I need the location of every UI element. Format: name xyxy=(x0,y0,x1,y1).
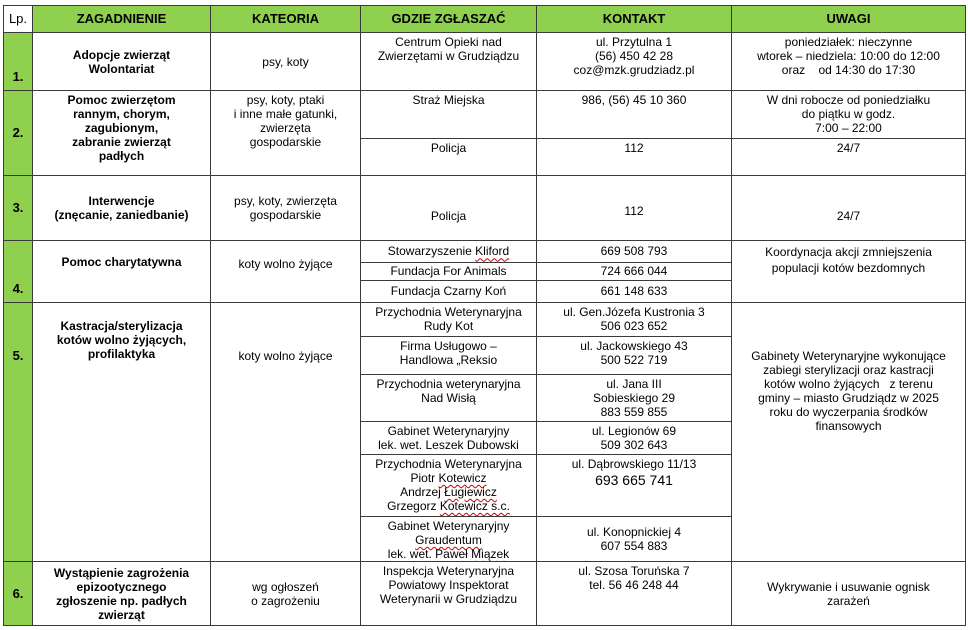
row-number: 6. xyxy=(4,562,33,626)
header-where: GDZIE ZGŁASZAĆ xyxy=(361,6,537,33)
header-row xyxy=(4,6,966,33)
notes-cell: 24/7 xyxy=(732,138,966,175)
where-cell: Przychodnia weterynaryjna Nad Wisłą xyxy=(361,375,537,421)
where-cell: Policja xyxy=(361,175,537,240)
notes-cell: W dni robocze od poniedziałku do piątku w godz. 7:00 – 22:00 xyxy=(732,91,966,138)
header-notes: UWAGI xyxy=(732,6,966,33)
category-cell: koty wolno żyjące xyxy=(211,302,361,562)
where-cell: Policja xyxy=(361,138,537,175)
notes-cell: Wykrywanie i usuwanie ognisk zarażeń xyxy=(732,562,966,626)
notes-cell: Koordynacja akcji zmniejszenia populacji kotów bezdomnych xyxy=(732,241,966,302)
category-cell: psy, koty xyxy=(211,33,361,91)
header-category: KATEORIA xyxy=(211,6,361,33)
where-cell: Centrum Opieki nad Zwierzętami w Grudziądzu xyxy=(361,33,537,91)
header-lp: Lp. xyxy=(4,6,33,33)
table-row xyxy=(4,91,966,138)
contact-cell: 112 xyxy=(537,138,732,175)
category-cell: koty wolno żyjące xyxy=(211,241,361,302)
where-cell: Fundacja Czarny Koń xyxy=(361,280,537,302)
where-cell: Przychodnia Weterynaryjna Rudy Kot xyxy=(361,302,537,336)
table-row xyxy=(4,175,966,240)
where-cell: Firma Usługowo – Handlowa „Reksio xyxy=(361,337,537,375)
notes-cell: 24/7 xyxy=(732,175,966,240)
topic-cell: Interwencje (znęcanie, zaniedbanie) xyxy=(33,175,211,240)
notes-cell: poniedziałek: nieczynne wtorek – niedziela: 10:00 do 12:00 oraz od 14:30 do 17:30 xyxy=(732,33,966,91)
table-row xyxy=(4,33,966,91)
table-row xyxy=(4,302,966,336)
topic-cell: Kastracja/sterylizacja kotów wolno żyjących, profilaktyka xyxy=(33,302,211,562)
contact-cell: 661 148 633 xyxy=(537,280,732,302)
contact-cell: ul. Przytulna 1 (56) 450 42 28 coz@mzk.grudziadz.pl xyxy=(537,33,732,91)
contact-cell: 724 666 044 xyxy=(537,262,732,280)
contact-cell: ul. Legionów 69 509 302 643 xyxy=(537,421,732,454)
info-table xyxy=(3,5,966,626)
contact-cell: ul. Jackowskiego 43 500 522 719 xyxy=(537,337,732,375)
topic-cell: Pomoc zwierzętom rannym, chorym, zagubionym, zabranie zwierząt padłych xyxy=(33,91,211,176)
where-cell: Gabinet Weterynaryjny Graudentum lek. wet. Paweł Miązek xyxy=(361,517,537,562)
notes-cell: Gabinety Weterynaryjne wykonujące zabiegi sterylizacji oraz kastracji kotów wolno żyjących z terenu gminy – miasto Grudziądz w 2025 roku do wyczerpania środków finansowych xyxy=(732,302,966,562)
topic-cell: Wystąpienie zagrożenia epizootycznego zgłoszenie np. padłych zwierząt xyxy=(33,562,211,626)
contact-cell: ul. Konopnickiej 4 607 554 883 xyxy=(537,517,732,562)
row-number: 4. xyxy=(4,241,33,302)
table-row xyxy=(4,241,966,262)
header-topic: ZAGADNIENIE xyxy=(33,6,211,33)
contact-cell: 669 508 793 xyxy=(537,241,732,262)
where-cell: Stowarzyszenie Kliford xyxy=(361,241,537,262)
contact-cell: ul. Gen.Józefa Kustronia 3 506 023 652 xyxy=(537,302,732,336)
where-cell: Fundacja For Animals xyxy=(361,262,537,280)
contact-cell: ul. Jana III Sobieskiego 29 883 559 855 xyxy=(537,375,732,421)
header-contact: KONTAKT xyxy=(537,6,732,33)
contact-cell: 986, (56) 45 10 360 xyxy=(537,91,732,138)
where-cell: Straż Miejska xyxy=(361,91,537,138)
where-cell: Inspekcja Weterynaryjna Powiatowy Inspektorat Weterynarii w Grudziądzu xyxy=(361,562,537,626)
category-cell: wg ogłoszeń o zagrożeniu xyxy=(211,562,361,626)
contact-cell: 112 xyxy=(537,175,732,240)
contact-cell: ul. Dąbrowskiego 11/13 693 665 741 xyxy=(537,454,732,516)
topic-cell: Pomoc charytatywna xyxy=(33,241,211,302)
topic-cell: Adopcje zwierząt Wolontariat xyxy=(33,33,211,91)
row-number: 5. xyxy=(4,302,33,562)
category-cell: psy, koty, ptaki i inne małe gatunki, zwierzęta gospodarskie xyxy=(211,91,361,176)
where-cell: Przychodnia Weterynaryjna Piotr Kotewicz Andrzej Ługiewicz Grzegorz Kotewicz s.c. xyxy=(361,454,537,516)
category-cell: psy, koty, zwierzęta gospodarskie xyxy=(211,175,361,240)
row-number: 1. xyxy=(4,33,33,91)
row-number: 2. xyxy=(4,91,33,176)
row-number: 3. xyxy=(4,175,33,240)
contact-cell: ul. Szosa Toruńska 7 tel. 56 46 248 44 xyxy=(537,562,732,626)
where-cell: Gabinet Weterynaryjny lek. wet. Leszek Dubowski xyxy=(361,421,537,454)
table-row xyxy=(4,562,966,626)
